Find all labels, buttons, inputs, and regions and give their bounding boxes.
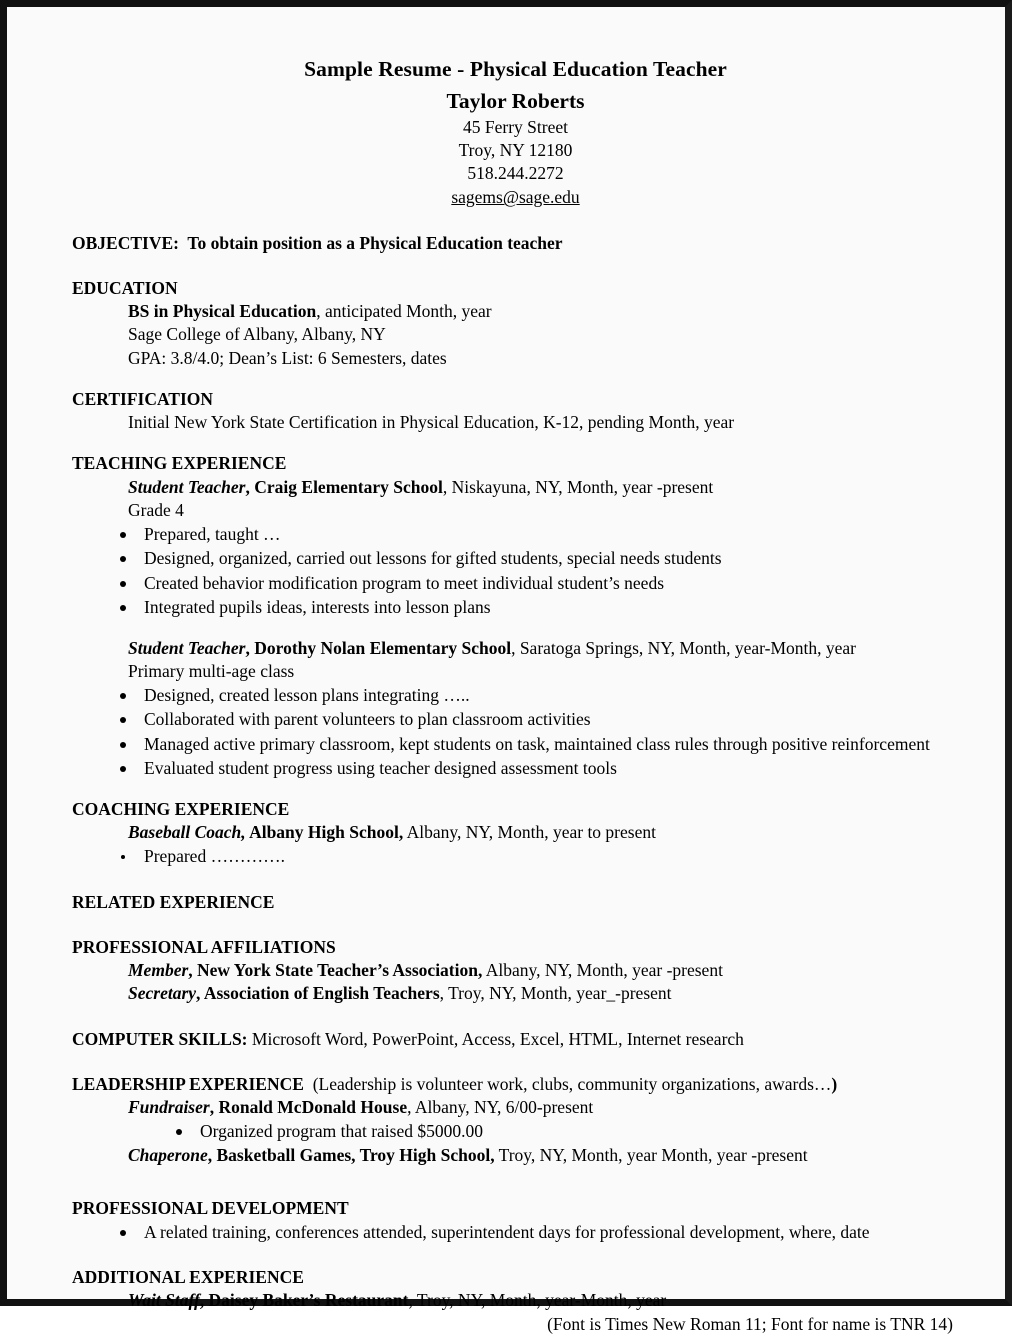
section-coaching-experience xyxy=(72,798,959,869)
affiliation-details: , Troy, NY, Month, year_-present xyxy=(439,983,672,1004)
affiliation-entry xyxy=(128,959,959,982)
education-degree-line xyxy=(128,300,959,323)
coaching-entry-org: Albany High School, xyxy=(245,822,404,843)
teaching-entry-title-line xyxy=(128,637,959,660)
professional-development-heading: PROFESSIONAL DEVELOPMENT xyxy=(72,1197,349,1218)
computer-skills-line xyxy=(72,1028,959,1051)
section-leadership-experience xyxy=(72,1073,959,1167)
coaching-entry-title-line xyxy=(128,821,959,844)
section-additional-experience xyxy=(72,1266,959,1313)
leadership-entry-role: Fundraiser xyxy=(128,1097,210,1118)
professional-affiliations-body xyxy=(128,959,959,1006)
list-item: Prepared …………. xyxy=(114,844,959,868)
list-item: Prepared, taught … xyxy=(114,522,959,546)
spacer xyxy=(72,619,959,637)
affiliation-org: , Association of English Teachers xyxy=(196,983,440,1004)
affiliation-details: Albany, NY, Month, year -present xyxy=(482,960,723,981)
teaching-entry-role: Student Teacher xyxy=(128,637,246,658)
affiliation-role: Secretary xyxy=(128,983,197,1004)
affiliation-entry xyxy=(128,982,959,1005)
education-degree-date: , anticipated Month, year xyxy=(316,301,492,322)
resume-document xyxy=(72,55,959,1336)
teaching-experience-heading: TEACHING EXPERIENCE xyxy=(72,453,287,474)
list-item: Organized program that raised $5000.00 xyxy=(170,1119,959,1143)
teaching-entry-org: , Dorothy Nolan Elementary School xyxy=(245,637,512,658)
email-link[interactable]: sagems@sage.edu xyxy=(451,187,580,208)
objective-text: To obtain position as a Physical Education teacher xyxy=(187,232,563,253)
section-computer-skills xyxy=(72,1028,959,1051)
page-content-area xyxy=(7,7,1005,1334)
section-teaching-experience xyxy=(72,452,959,779)
contact-phone: 518.244.2272 xyxy=(467,163,564,184)
affiliation-org: , New York State Teacher’s Association, xyxy=(188,960,483,981)
coaching-experience-heading: COACHING EXPERIENCE xyxy=(72,798,290,819)
education-gpa: GPA: 3.8/4.0; Dean’s List: 6 Semesters, dates xyxy=(128,347,447,368)
computer-skills-label: COMPUTER SKILLS: xyxy=(72,1028,248,1049)
list-item: A related training, conferences attended, superintendent days for professional development, where, date xyxy=(114,1220,959,1244)
contact-street: 45 Ferry Street xyxy=(463,117,568,138)
list-item: Designed, organized, carried out lessons for gifted students, special needs students xyxy=(114,546,959,570)
leadership-entry-bullets xyxy=(170,1119,959,1143)
education-school: Sage College of Albany, Albany, NY xyxy=(128,324,386,345)
candidate-name: Taylor Roberts xyxy=(446,88,585,113)
section-professional-affiliations xyxy=(72,936,959,1006)
contact-city-state-zip: Troy, NY 12180 xyxy=(458,140,573,161)
certification-body xyxy=(128,411,959,434)
leadership-entry xyxy=(128,1096,959,1119)
leadership-heading-text: LEADERSHIP EXPERIENCE xyxy=(72,1073,304,1094)
leadership-entry-details: , Albany, NY, 6/00-present xyxy=(407,1097,594,1118)
coaching-entry-role: Baseball Coach, xyxy=(128,822,246,843)
leadership-entry-org: , Ronald McDonald House xyxy=(209,1097,408,1118)
teaching-entry-bullets xyxy=(114,683,959,780)
education-heading: EDUCATION xyxy=(72,277,178,298)
section-related-experience xyxy=(72,891,959,914)
additional-entry xyxy=(128,1289,959,1312)
section-certification xyxy=(72,388,959,435)
list-item: Created behavior modification program to meet individual student’s needs xyxy=(114,571,959,595)
leadership-entry xyxy=(128,1144,959,1167)
list-item: Designed, created lesson plans integrating ….. xyxy=(114,683,959,707)
coaching-entry-bullets xyxy=(114,844,959,868)
teaching-entry xyxy=(128,637,959,684)
additional-experience-heading: ADDITIONAL EXPERIENCE xyxy=(72,1267,304,1288)
certification-text: Initial New York State Certification in Physical Education, K-12, pending Month, year xyxy=(128,412,735,433)
teaching-entry xyxy=(128,476,959,523)
objective-label: OBJECTIVE: xyxy=(72,232,179,253)
education-degree: BS in Physical Education xyxy=(128,301,317,322)
resume-header xyxy=(72,55,959,210)
teaching-entry-title-line xyxy=(128,476,959,499)
additional-entry-org: , Daisey Baker’s Restaurant xyxy=(199,1290,409,1311)
additional-entry-role: Wait Staff xyxy=(128,1290,200,1311)
font-footnote: (Font is Times New Roman 11; Font for name is TNR 14) xyxy=(547,1313,953,1334)
section-education xyxy=(72,277,959,370)
list-item: Collaborated with parent volunteers to plan classroom activities xyxy=(114,707,959,731)
leadership-entry-details: Troy, NY, Month, year Month, year -present xyxy=(494,1144,808,1165)
leadership-entry-title-line xyxy=(128,1144,959,1167)
teaching-entry-role: Student Teacher xyxy=(128,476,246,497)
additional-experience-body xyxy=(128,1289,959,1312)
leadership-experience-heading xyxy=(72,1073,959,1096)
section-professional-development xyxy=(72,1197,959,1244)
additional-entry-details: , Troy, NY, Month, year-Month, year xyxy=(408,1290,667,1311)
section-objective xyxy=(72,232,959,255)
list-item: Integrated pupils ideas, interests into lesson plans xyxy=(114,595,959,619)
leadership-entry-org: , Basketball Games, Troy High School, xyxy=(207,1144,495,1165)
list-item: Evaluated student progress using teacher designed assessment tools xyxy=(114,756,959,780)
certification-heading: CERTIFICATION xyxy=(72,388,214,409)
teaching-entry-subtitle: Grade 4 xyxy=(128,499,184,520)
objective-heading xyxy=(72,232,959,255)
page-title: Sample Resume - Physical Education Teacher xyxy=(304,57,727,81)
teaching-entry-details: , Niskayuna, NY, Month, year -present xyxy=(442,476,714,497)
affiliation-role: Member xyxy=(128,960,189,981)
professional-affiliations-heading: PROFESSIONAL AFFILIATIONS xyxy=(72,936,336,957)
leadership-heading-note-close: ) xyxy=(831,1073,838,1094)
leadership-heading-note: (Leadership is volunteer work, clubs, community organizations, awards… xyxy=(312,1073,832,1094)
coaching-entry xyxy=(128,821,959,844)
teaching-entry-org: , Craig Elementary School xyxy=(245,476,443,497)
leadership-entry-title-line xyxy=(128,1096,959,1119)
teaching-entry-subtitle: Primary multi-age class xyxy=(128,661,295,682)
computer-skills-text: Microsoft Word, PowerPoint, Access, Excel, HTML, Internet research xyxy=(247,1028,744,1049)
coaching-entry-details: Albany, NY, Month, year to present xyxy=(403,822,656,843)
related-experience-heading: RELATED EXPERIENCE xyxy=(72,891,275,912)
teaching-entry-details: , Saratoga Springs, NY, Month, year-Month, year xyxy=(511,637,856,658)
education-body xyxy=(128,300,959,370)
teaching-entry-bullets xyxy=(114,522,959,619)
professional-development-bullets xyxy=(114,1220,959,1244)
contact-email-line xyxy=(72,186,959,209)
leadership-entry-role: Chaperone xyxy=(128,1144,208,1165)
list-item: Managed active primary classroom, kept students on task, maintained class rules through positive reinforcement xyxy=(114,732,959,756)
